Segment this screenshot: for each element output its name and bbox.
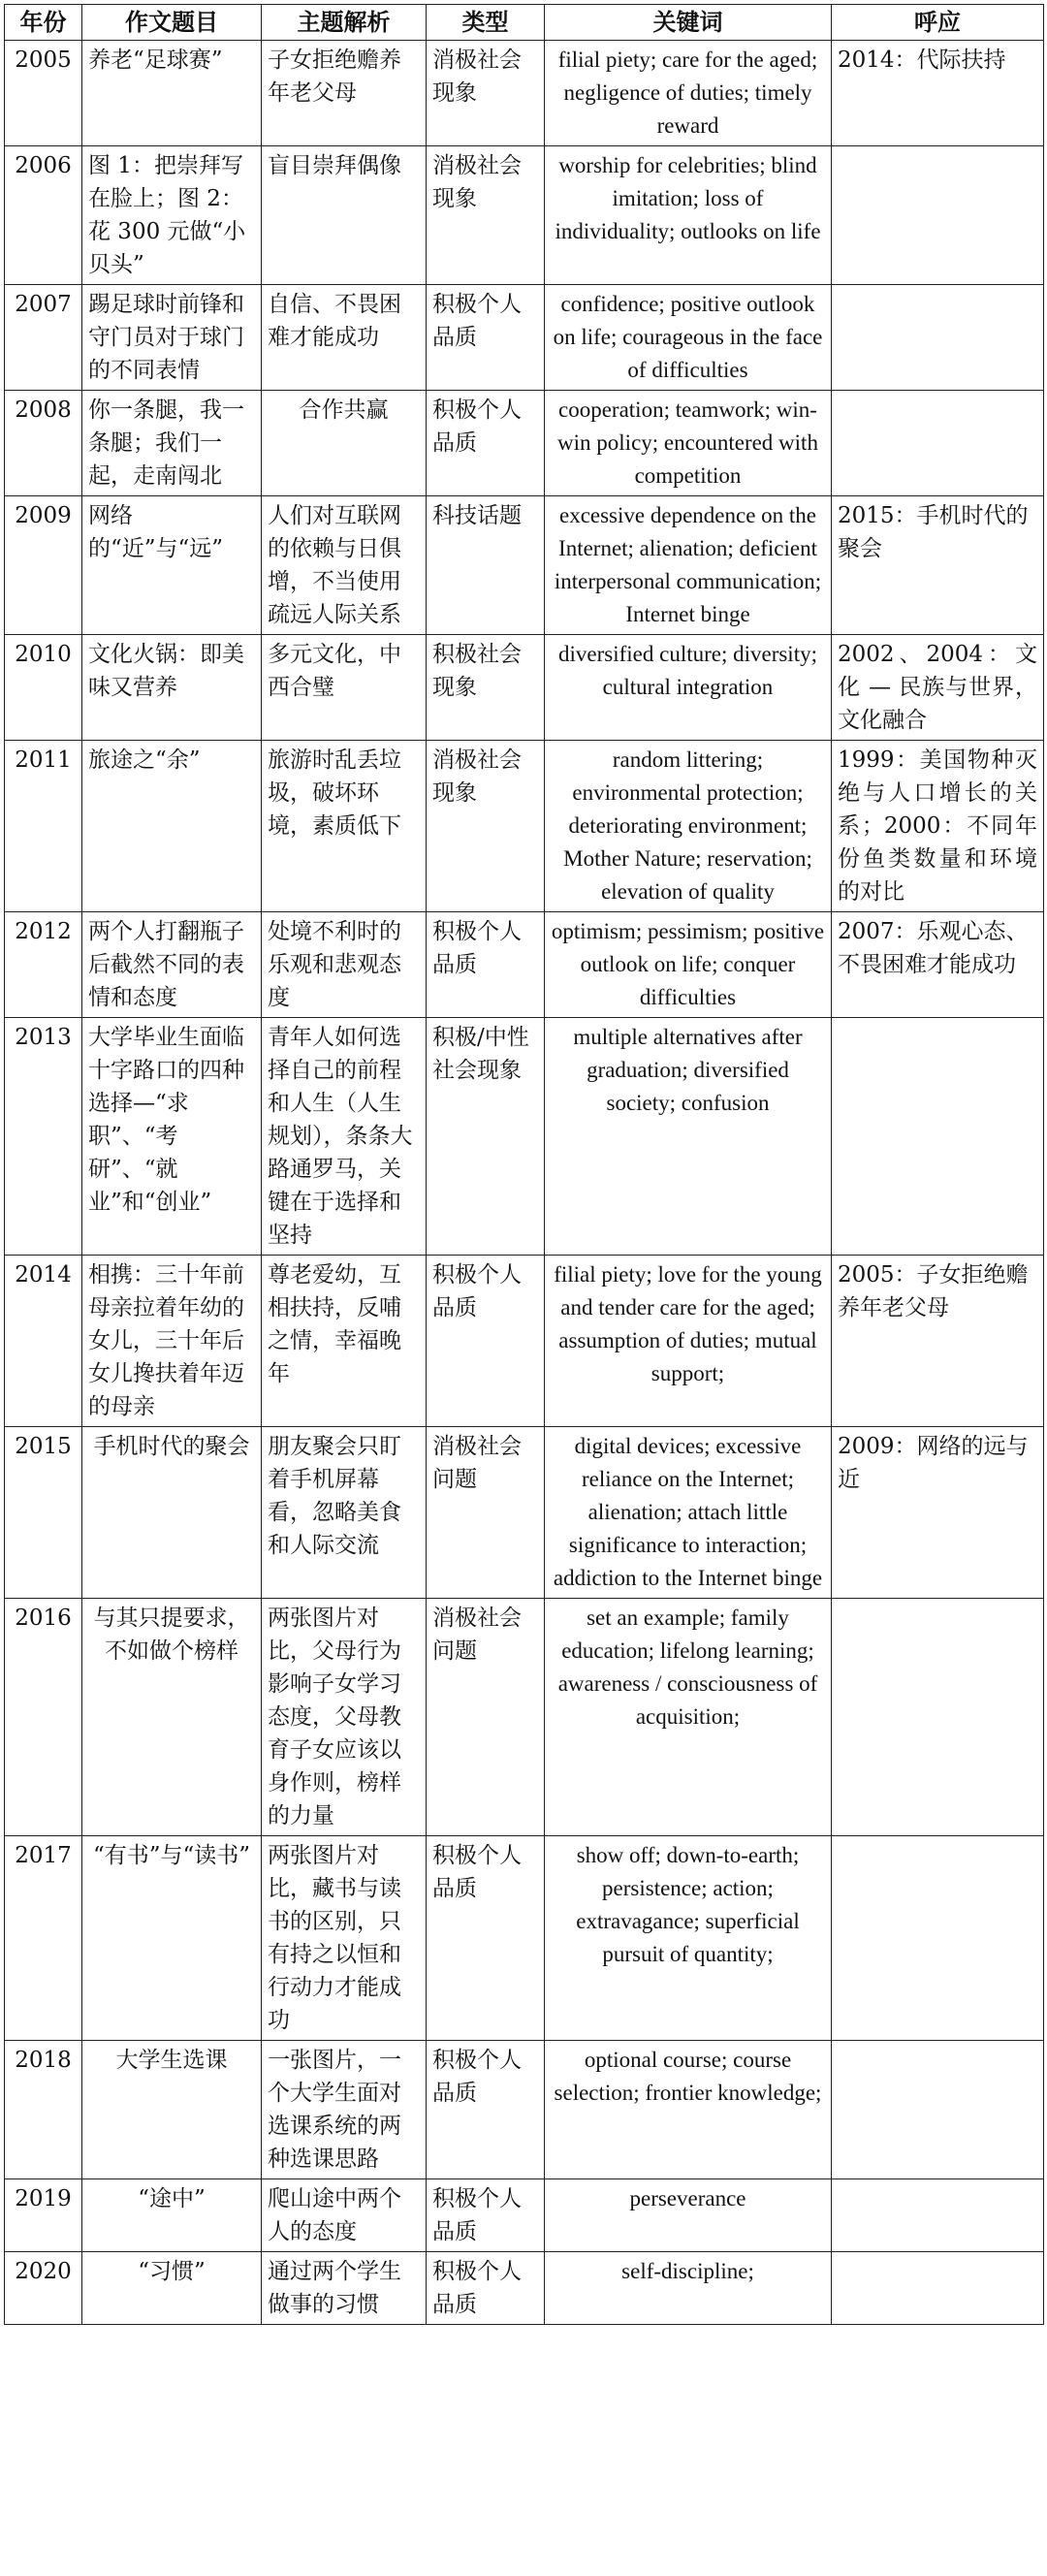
keywords-cell: random littering; environmental protection; deteriorating environment; Mother Nature; reservation; elevation of quality <box>545 741 832 912</box>
echo-cell: 2007：乐观心态、不畏困难才能成功 <box>832 912 1044 1018</box>
theme-cell: 子女拒绝赡养年老父母 <box>262 41 427 146</box>
year-cell: 2005 <box>5 41 82 146</box>
title-cell: 与其只提要求，不如做个榜样 <box>82 1599 262 1836</box>
theme-cell: 盲目崇拜偶像 <box>262 146 427 285</box>
echo-cell: 2009：网络的远与近 <box>832 1427 1044 1599</box>
table-row <box>5 496 1044 635</box>
title-cell: 踢足球时前锋和守门员对于球门的不同表情 <box>82 285 262 391</box>
table-row <box>5 741 1044 912</box>
theme-cell: 旅游时乱丢垃圾，破坏环境，素质低下 <box>262 741 427 912</box>
theme-cell: 多元文化，中西合璧 <box>262 635 427 741</box>
theme-cell: 通过两个学生做事的习惯 <box>262 2252 427 2325</box>
year-cell: 2006 <box>5 146 82 285</box>
type-cell: 积极个人品质 <box>427 912 545 1018</box>
year-cell: 2010 <box>5 635 82 741</box>
year-cell: 2019 <box>5 2179 82 2252</box>
type-cell: 积极/中性社会现象 <box>427 1018 545 1256</box>
year-cell: 2008 <box>5 391 82 496</box>
table-row <box>5 2041 1044 2179</box>
echo-cell <box>832 2041 1044 2179</box>
type-cell: 科技话题 <box>427 496 545 635</box>
type-cell: 积极个人品质 <box>427 2252 545 2325</box>
title-cell: 你一条腿，我一条腿；我们一起，走南闯北 <box>82 391 262 496</box>
keywords-cell: worship for celebrities; blind imitation; loss of individuality; outlooks on life <box>545 146 832 285</box>
table-row <box>5 2179 1044 2252</box>
theme-cell: 两张图片对比，藏书与读书的区别，只有持之以恒和行动力才能成功 <box>262 1836 427 2041</box>
theme-cell: 合作共赢 <box>262 391 427 496</box>
theme-cell: 两张图片对比，父母行为影响子女学习态度，父母教育子女应该以身作则，榜样的力量 <box>262 1599 427 1836</box>
title-cell: “习惯” <box>82 2252 262 2325</box>
year-cell: 2016 <box>5 1599 82 1836</box>
echo-cell: 2005：子女拒绝赡养年老父母 <box>832 1256 1044 1427</box>
echo-cell <box>832 285 1044 391</box>
table-row <box>5 146 1044 285</box>
table-row <box>5 2252 1044 2325</box>
title-cell: 图 1：把崇拜写在脸上；图 2：花 300 元做“小贝头” <box>82 146 262 285</box>
echo-cell <box>832 2179 1044 2252</box>
title-cell: 大学毕业生面临十字路口的四种选择—“求职”、“考研”、“就业”和“创业” <box>82 1018 262 1256</box>
type-cell: 消极社会问题 <box>427 1427 545 1599</box>
title-cell: 旅途之“余” <box>82 741 262 912</box>
echo-cell <box>832 2252 1044 2325</box>
table-row <box>5 285 1044 391</box>
year-cell: 2007 <box>5 285 82 391</box>
table-row <box>5 391 1044 496</box>
header-row <box>5 5 1044 41</box>
year-cell: 2009 <box>5 496 82 635</box>
title-cell: 相携：三十年前母亲拉着年幼的女儿，三十年后女儿搀扶着年迈的母亲 <box>82 1256 262 1427</box>
table-row <box>5 912 1044 1018</box>
header-keywords: 关键词 <box>545 5 832 41</box>
echo-cell <box>832 146 1044 285</box>
keywords-cell: diversified culture; diversity; cultural integration <box>545 635 832 741</box>
type-cell: 积极个人品质 <box>427 285 545 391</box>
year-cell: 2011 <box>5 741 82 912</box>
year-cell: 2015 <box>5 1427 82 1599</box>
title-cell: 文化火锅：即美味又营养 <box>82 635 262 741</box>
year-cell: 2014 <box>5 1256 82 1427</box>
type-cell: 积极个人品质 <box>427 391 545 496</box>
title-cell: 两个人打翻瓶子后截然不同的表情和态度 <box>82 912 262 1018</box>
title-cell: “有书”与“读书” <box>82 1836 262 2041</box>
header-title: 作文题目 <box>82 5 262 41</box>
theme-cell: 自信、不畏困难才能成功 <box>262 285 427 391</box>
header-theme: 主题解析 <box>262 5 427 41</box>
table-row <box>5 1599 1044 1836</box>
table-row <box>5 1836 1044 2041</box>
keywords-cell: filial piety; love for the young and tender care for the aged; assumption of duties; mutual support; <box>545 1256 832 1427</box>
keywords-cell: multiple alternatives after graduation; diversified society; confusion <box>545 1018 832 1256</box>
type-cell: 积极个人品质 <box>427 1256 545 1427</box>
echo-cell <box>832 1599 1044 1836</box>
type-cell: 消极社会现象 <box>427 741 545 912</box>
theme-cell: 爬山途中两个人的态度 <box>262 2179 427 2252</box>
keywords-cell: confidence; positive outlook on life; courageous in the face of difficulties <box>545 285 832 391</box>
essay-topics-table <box>4 4 1044 2325</box>
keywords-cell: digital devices; excessive reliance on the Internet; alienation; attach little significance to interaction; addiction to the Internet binge <box>545 1427 832 1599</box>
theme-cell: 人们对互联网的依赖与日俱增，不当使用疏远人际关系 <box>262 496 427 635</box>
theme-cell: 朋友聚会只盯着手机屏幕看，忽略美食和人际交流 <box>262 1427 427 1599</box>
title-cell: 网络的“近”与“远” <box>82 496 262 635</box>
type-cell: 积极个人品质 <box>427 2041 545 2179</box>
header-type: 类型 <box>427 5 545 41</box>
title-cell: 手机时代的聚会 <box>82 1427 262 1599</box>
year-cell: 2020 <box>5 2252 82 2325</box>
type-cell: 消极社会现象 <box>427 41 545 146</box>
echo-cell <box>832 391 1044 496</box>
table-row <box>5 41 1044 146</box>
type-cell: 积极社会现象 <box>427 635 545 741</box>
keywords-cell: perseverance <box>545 2179 832 2252</box>
theme-cell: 青年人如何选择自己的前程和人生（人生规划），条条大路通罗马，关键在于选择和坚持 <box>262 1018 427 1256</box>
echo-cell: 2015：手机时代的聚会 <box>832 496 1044 635</box>
title-cell: “途中” <box>82 2179 262 2252</box>
keywords-cell: optimism; pessimism; positive outlook on life; conquer difficulties <box>545 912 832 1018</box>
table-row <box>5 1256 1044 1427</box>
echo-cell <box>832 1018 1044 1256</box>
theme-cell: 处境不利时的乐观和悲观态度 <box>262 912 427 1018</box>
table-row <box>5 1018 1044 1256</box>
echo-cell: 2014：代际扶持 <box>832 41 1044 146</box>
echo-cell <box>832 1836 1044 2041</box>
echo-cell: 2002、2004：文化 — 民族与世界，文化融合 <box>832 635 1044 741</box>
title-cell: 养老“足球赛” <box>82 41 262 146</box>
type-cell: 消极社会问题 <box>427 1599 545 1836</box>
title-cell: 大学生选课 <box>82 2041 262 2179</box>
type-cell: 消极社会现象 <box>427 146 545 285</box>
echo-cell: 1999：美国物种灭绝与人口增长的关系；2000：不同年份鱼类数量和环境的对比 <box>832 741 1044 912</box>
year-cell: 2018 <box>5 2041 82 2179</box>
year-cell: 2012 <box>5 912 82 1018</box>
table-row <box>5 635 1044 741</box>
keywords-cell: optional course; course selection; frontier knowledge; <box>545 2041 832 2179</box>
year-cell: 2017 <box>5 1836 82 2041</box>
keywords-cell: cooperation; teamwork; win-win policy; encountered with competition <box>545 391 832 496</box>
header-year: 年份 <box>5 5 82 41</box>
type-cell: 积极个人品质 <box>427 2179 545 2252</box>
theme-cell: 尊老爱幼，互相扶持，反哺之情，幸福晚年 <box>262 1256 427 1427</box>
keywords-cell: excessive dependence on the Internet; alienation; deficient interpersonal communication; Internet binge <box>545 496 832 635</box>
year-cell: 2013 <box>5 1018 82 1256</box>
table-row <box>5 1427 1044 1599</box>
keywords-cell: set an example; family education; lifelong learning; awareness / consciousness of acquisition; <box>545 1599 832 1836</box>
keywords-cell: self-discipline; <box>545 2252 832 2325</box>
theme-cell: 一张图片，一个大学生面对选课系统的两种选课思路 <box>262 2041 427 2179</box>
keywords-cell: show off; down-to-earth; persistence; action; extravagance; superficial pursuit of quantity; <box>545 1836 832 2041</box>
header-echo: 呼应 <box>832 5 1044 41</box>
keywords-cell: filial piety; care for the aged; negligence of duties; timely reward <box>545 41 832 146</box>
type-cell: 积极个人品质 <box>427 1836 545 2041</box>
